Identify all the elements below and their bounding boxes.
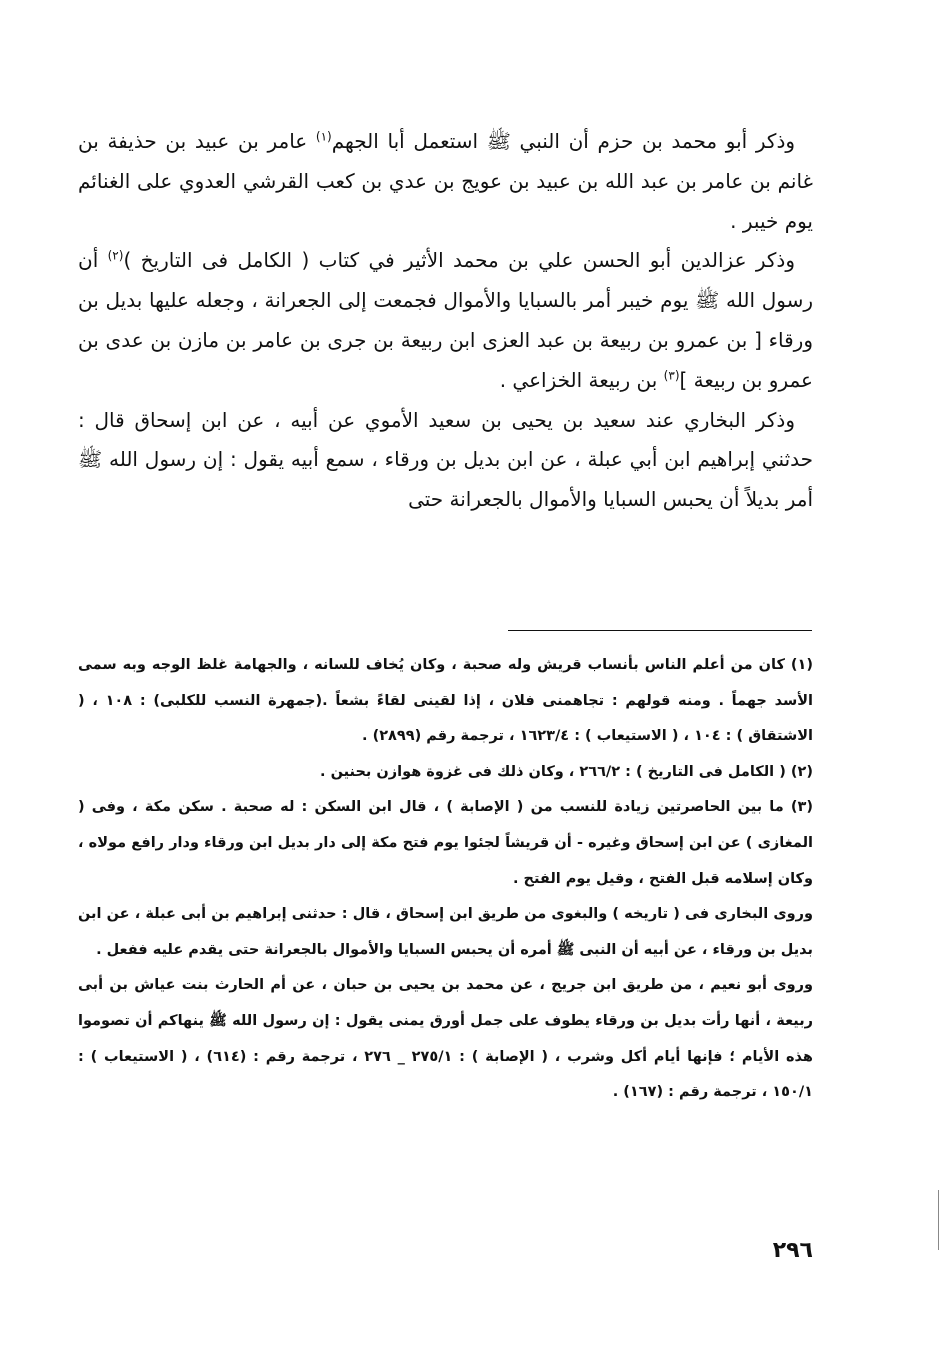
footnote-3-continuation-1: وروى البخارى فى ( تاريخه ) والبغوى من طريق ابن إسحاق ، قال : حدثنى إبراهيم بن أبى عبلة ، عن ابن بديل بن ورقاء ، عن أبيه أن النبى ﷺ أمره أن يحبس السبايا والأموال بالجعرانة حتى يقدم عليه ففعل .: [78, 906, 813, 958]
paragraph-2: [78, 241, 813, 400]
paragraph-3: [78, 401, 813, 520]
paragraph-1-text-a: وذكر أبو محمد بن حزم أن النبي ﷺ استعمل أبا الجهم: [331, 129, 796, 153]
footnote-ref-3: (٣): [663, 368, 680, 383]
paragraph-2-text-a: وذكر عزالدين أبو الحسن علي بن محمد الأثير في كتاب ( الكامل فى التاريخ ): [123, 248, 795, 273]
footnote-ref-1: (١): [315, 129, 332, 144]
paragraph-1: [78, 122, 813, 241]
paragraph-3-text: وذكر البخاري عند سعيد بن يحيى بن سعيد الأموي عن أبيه ، عن ابن إسحاق قال : حدثني إبراهيم ابن أبي عبلة ، عن ابن بديل بن ورقاء ، سمع أبيه يقول : إن رسول الله ﷺ أمر بديلاً أن يحبس السبايا والأموال بالجعرانة حتى: [78, 407, 813, 512]
scan-edge-mark: [938, 1190, 939, 1250]
footnote-3-continuation-2: وروى أبو نعيم ، من طريق ابن جريج ، عن محمد بن يحيى بن حبان ، عن أم الحارث بنت عياش بن أبى ربيعة ، أنها رأت بديل بن ورقاء يطوف على جمل أورق يمنى يقول : إن رسول الله ﷺ ينهاكم أن تصوموا هذه الأيام ؛ فإنها أيام أكل وشرب ، ( الإصابة ) : ٢٧٥/١ _ ٢٧٦ ، ترجمة رقم : (٦١٤) ، ( الاستيعاب ) : ١٥٠/١ ، ترجمة رقم : (١٦٧) .: [78, 977, 813, 1101]
footnote-separator: [508, 630, 812, 631]
paragraph-2-text-b: أن رسول الله ﷺ يوم خيبر أمر بالسبايا والأموال فجمعت إلى الجعرانة ، وجعله عليها بديل بن ورقاء [ بن عمرو بن ربيعة بن عبد العزى ابن ربيعة بن جرى بن عامر بن مازن بن عدى بن عمرو بن ربيعة ]: [78, 248, 813, 392]
paragraph-2-text-c: بن ربيعة الخزاعي .: [499, 367, 664, 392]
main-text: [78, 122, 813, 520]
paragraph-1-text-b: عامر بن عبيد بن حذيفة بن غانم بن عامر بن عبد الله بن عبيد بن عويج بن عدي بن كعب القرشي العدوي على الغنائم يوم خيبر .: [78, 129, 813, 233]
footnote-ref-2: (٢): [107, 248, 124, 263]
footnotes: [78, 648, 813, 1111]
footnote-3: (٣) ما بين الحاصرتين زيادة للنسب من ( الإصابة ) ، قال ابن السكن : له صحبة . سكن مكة ، وفى ( المغازى ) عن ابن إسحاق وغيره - أن قريشاً لجئوا يوم فتح مكة إلى دار بديل ابن ورقاء ودار رافع مولاه ، وكان إسلامه قبل الفتح ، وقيل يوم الفتح .: [78, 799, 813, 887]
footnote-2: (٢) ( الكامل فى التاريخ ) : ٢٦٦/٢ ، وكان ذلك فى غزوة هوازن بحنين .: [320, 763, 813, 780]
footnote-1: (١) كان من أعلم الناس بأنساب قريش وله صحبة ، وكان يُخاف للسانه ، والجهامة غلظ الوجه وبه سمى الأسد جهماً . ومنه قولهم : تجاهمنى فلان ، إذا لقينى لقاءً بشعاً .(جمهرة النسب للكلبى) : ١٠٨ ، ( الاشتقاق ) : ١٠٤ ، ( الاستيعاب ) : ١٦٢٣/٤ ، ترجمة رقم (٢٨٩٩) .: [78, 657, 813, 745]
page-number: ٢٩٦: [772, 1238, 813, 1263]
